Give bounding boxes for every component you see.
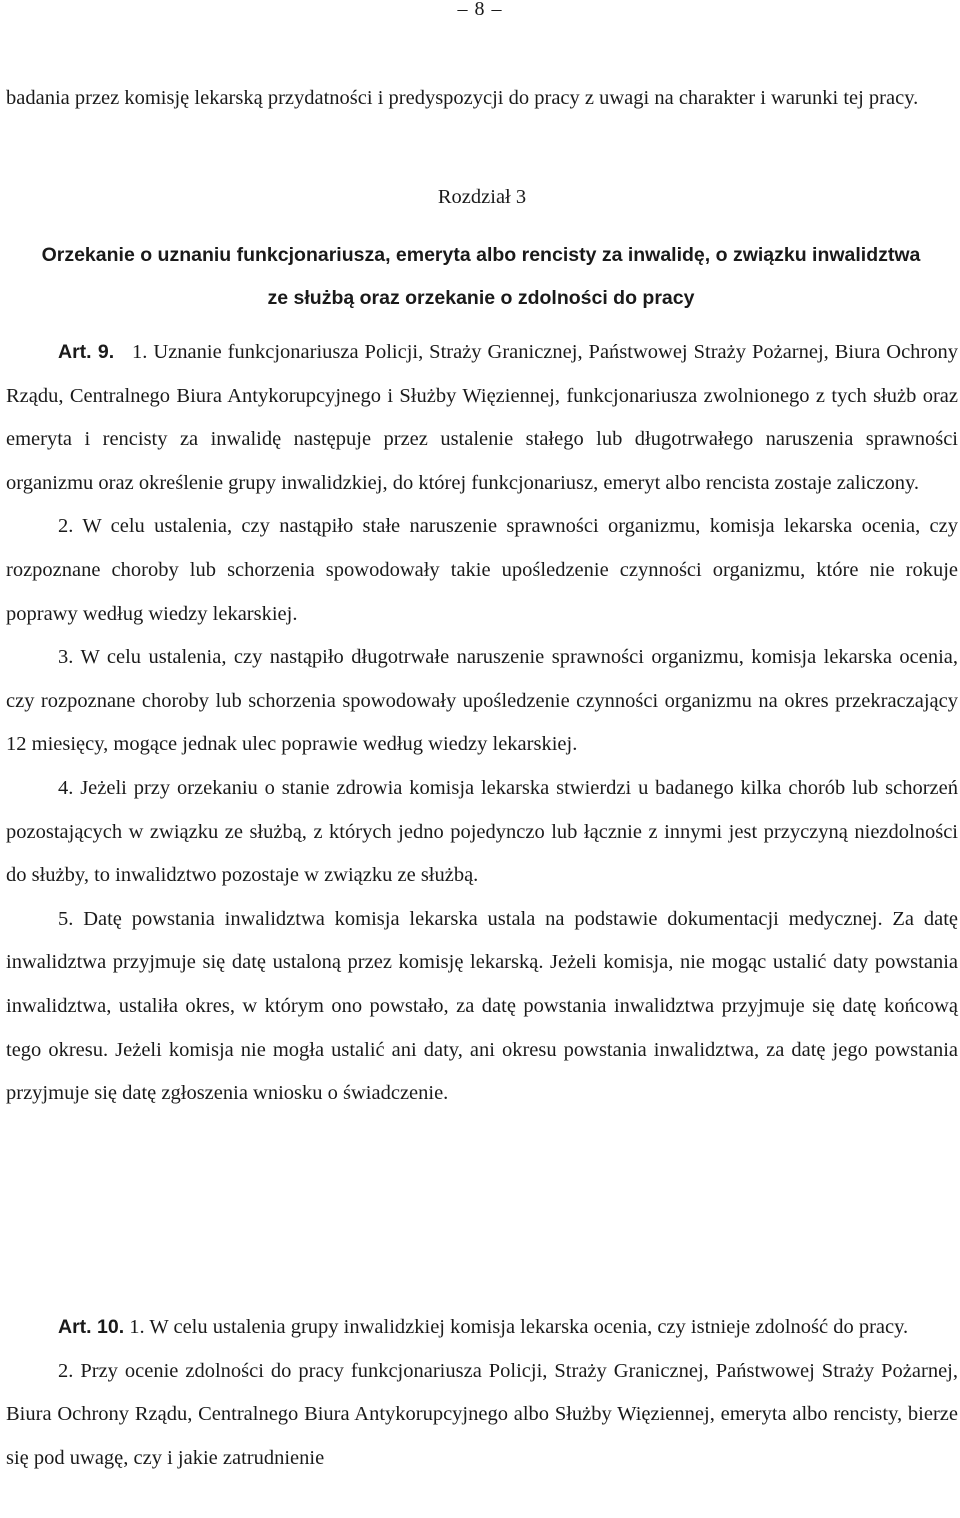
art9-paragraph-1 xyxy=(6,331,958,505)
art10-paragraph-2: 2. Przy ocenie zdolności do pracy funkcjonariusza Policji, Straży Granicznej, Państwowej Straży Pożarnej, Biura Ochrony Rządu, Centralnego Biura Antykorupcyjnego albo Służby Więziennej, emeryta albo rencisty, bierze się pod uwagę, czy i jakie zatrudnienie xyxy=(6,1359,958,1469)
article-10 xyxy=(6,1306,958,1480)
art10-number: Art. 10. xyxy=(58,1316,125,1338)
chapter-title-block xyxy=(30,234,932,320)
art9-p1-text: 1. Uznanie funkcjonariusza Policji, Straży Granicznej, Państwowej Straży Pożarnej, Biura Ochrony Rządu, Centralnego Biura Antykorupcyjnego i Służby Więziennej, funkcjonariusza zwolnionego z tych służb oraz emeryta i rencisty za inwalidę następuje przez ustalenie stałego lub długotrwałego naruszenia sprawności organizmu oraz określenie grupy inwalidzkiej, do której funkcjonariusz, emeryt albo rencista zostaje zaliczony. xyxy=(6,341,959,494)
art9-paragraph-2: 2. W celu ustalenia, czy nastąpiło stałe naruszenie sprawności organizmu, komisja lekarska ocenia, czy rozpoznane choroby lub schorzenia spowodowały takie upośledzenie czynności organizmu, które nie rokuje poprawy według wiedzy lekarskiej. xyxy=(6,515,958,625)
art9-number: Art. 9. xyxy=(58,341,115,363)
chapter-title: Orzekanie o uznaniu funkcjonariusza, emeryta albo rencisty za inwalidę, o związku inwalidztwa ze służbą oraz orzekanie o zdolności do pracy xyxy=(41,244,921,309)
chapter-label: Rozdział 3 xyxy=(437,186,527,208)
art10-p1-text: 1. W celu ustalenia grupy inwalidzkiej komisja lekarska ocenia, czy istnieje zdolność do pracy. xyxy=(129,1316,909,1338)
intro-text: badania przez komisję lekarską przydatności i predyspozycji do pracy z uwagi na charakter i warunki tej pracy. xyxy=(6,87,919,109)
intro-paragraph xyxy=(6,77,958,121)
art9-paragraph-3: 3. W celu ustalenia, czy nastąpiło długotrwałe naruszenie sprawności organizmu, komisja lekarska ocenia, czy rozpoznane choroby lub schorzenia spowodowały upośledzenie czynności organizmu na okres przekraczający 12 miesięcy, mogące jednak ulec poprawie według wiedzy lekarskiej. xyxy=(6,646,958,756)
chapter-heading xyxy=(6,176,958,220)
art9-paragraph-4: 4. Jeżeli przy orzekaniu o stanie zdrowia komisja lekarska stwierdzi u badanego kilka chorób lub schorzeń pozostających w związku ze służbą, z których jedno pojedynczo lub łącznie z innymi jest przyczyną niezdolności do służby, to inwalidztwo pozostaje w związku ze służbą. xyxy=(6,776,958,887)
article-9 xyxy=(6,331,958,1116)
art10-paragraph-1 xyxy=(6,1306,958,1350)
page-number: – 8 – xyxy=(457,0,503,20)
art9-paragraph-5: 5. Datę powstania inwalidztwa komisja lekarska ustala na podstawie dokumentacji medycznej. Za datę inwalidztwa przyjmuje się datę ustaloną przez komisję lekarską. Jeżeli komisja, nie mogąc ustalić daty powstania inwalidztwa, ustaliła okres, w którym ono powstało, za datę powstania inwalidztwa przyjmuje się datę końcową tego okresu. Jeżeli komisja nie mogła ustalić ani daty, ani okresu powstania inwalidztwa, za datę jego powstania przyjmuje się datę zgłoszenia wniosku o świadczenie. xyxy=(6,907,958,1105)
